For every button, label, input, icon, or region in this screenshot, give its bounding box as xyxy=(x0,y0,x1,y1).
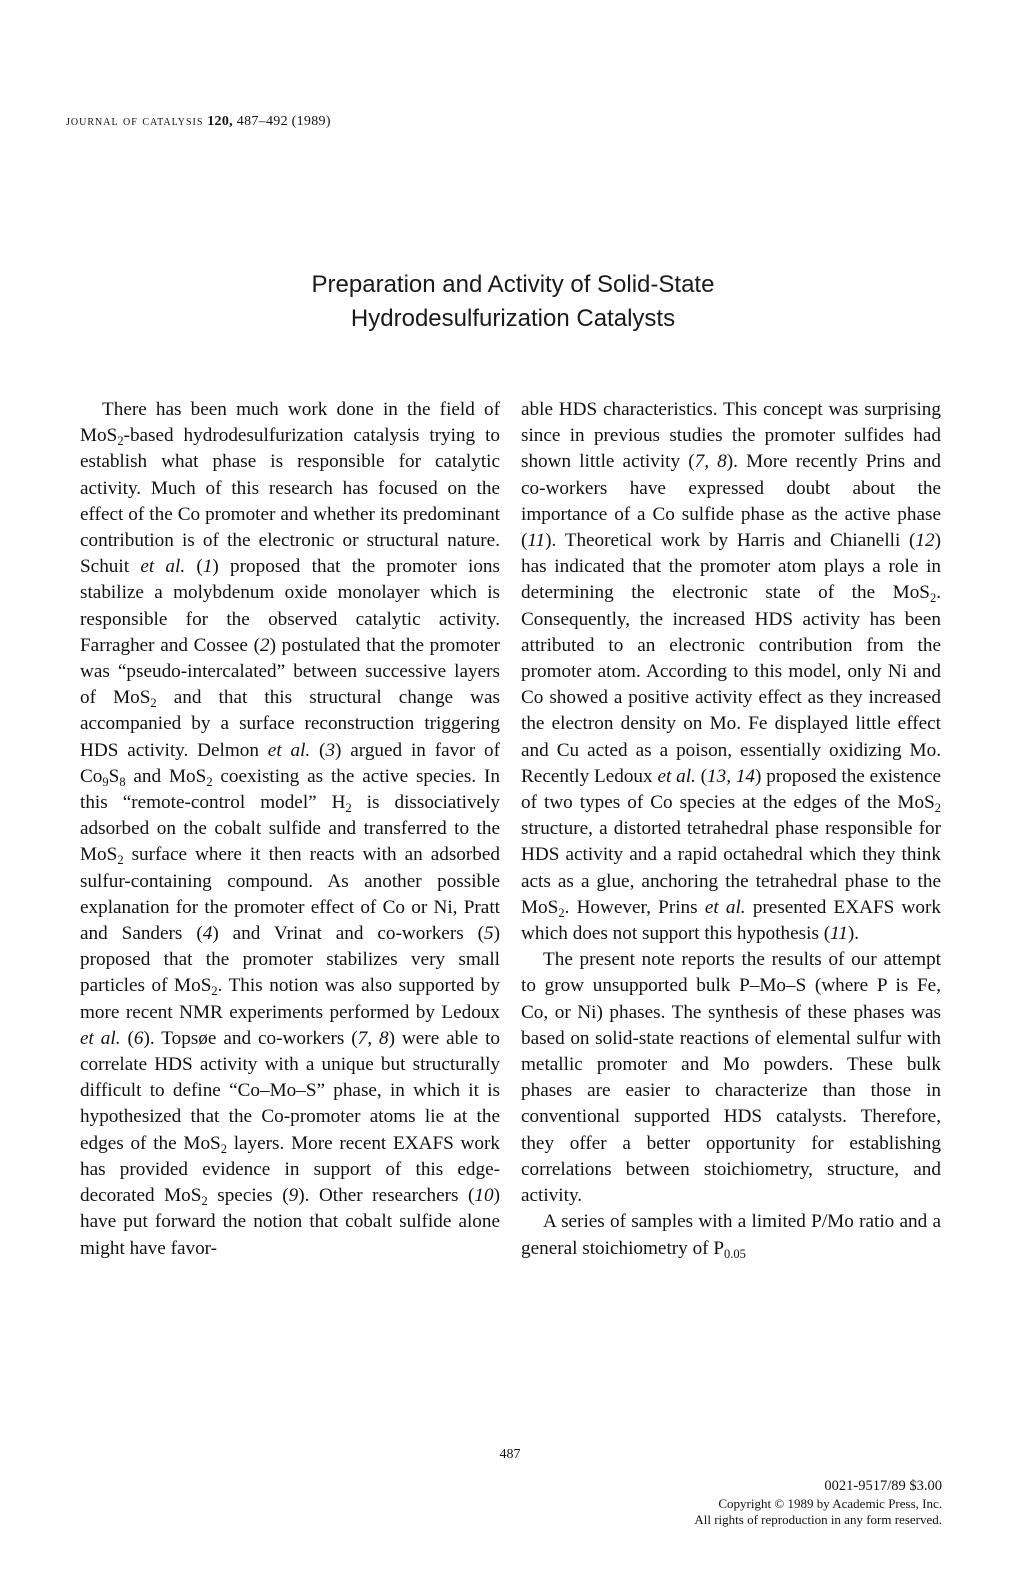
copyright-line: Copyright © 1989 by Academic Press, Inc. xyxy=(718,1496,942,1511)
rights-line: All rights of reproduction in any form reserved. xyxy=(694,1512,942,1527)
body-paragraph-2: The present note reports the results of our attempt to grow unsupported bulk P–Mo–S (where P is Fe, Co, or Ni) phases. The synthesis of these phases was based on solid-state reactions of elemental sulfur with metallic promoter and Mo powders. These bulk phases are easier to characterize than those in conventional supported HDS catalysts. Therefore, they offer a better opportunity for establishing correlations between stoichiometry, structure, and activity. xyxy=(521,949,941,1207)
body-paragraph-1-continued: able HDS characteristics. This concept was surprising since in previous studies the promoter sulfides had shown little activity (7, 8). More recently Prins and co-workers have expressed doubt about the importance of a Co sulfide phase as the active phase (11). Theoretical work by Harris and Chianelli (12) has indicated that the promoter atom plays a role in determining the electronic state of the MoS$_2$. Consequently, the increased HDS activity has been attributed to an electronic contribution from the promoter atom. According to this model, only Ni and Co showed a positive activity effect as they increased the electron density on Mo. Fe displayed little effect and Cu acted as a poison, essentially oxidizing Mo. Recently Ledoux et al. (13, 14) proposed the existence of two types of Co species at the edges of the MoS$_2$ structure, a distorted tetrahedral phase responsible for HDS activity and a rapid octahedral which they think acts as a glue, anchoring the tetrahedral phase to the MoS$_2$. However, Prins et al. presented EXAFS work which does not support this hypothesis (11). xyxy=(521,399,942,945)
article-title xyxy=(0,268,1020,336)
right-column xyxy=(521,397,941,1262)
title-line-2: Hydrodesulfurization Catalysts xyxy=(350,305,676,332)
left-column xyxy=(80,397,500,1262)
journal-name: journal of catalysis xyxy=(66,114,204,129)
article-code: 0021-9517/89 $3.00 xyxy=(824,1478,942,1494)
journal-pages: 487–492 (1989) xyxy=(236,114,331,129)
body-paragraph-1: There has been much work done in the field of MoS$_2$-based hydrodesulfurization catalysis trying to establish what phase is responsible for catalytic activity. Much of this research has focused on the effect of the Co promoter and whether its predominant contribution is of the electronic or structural nature. Schuit et al. (1) proposed that the promoter ions stabilize a molybdenum oxide monolayer which is responsible for the observed catalytic activity. Farragher and Cossee (2) postulated that the promoter was “pseudo-intercalated” between successive layers of MoS$_2$ and that this structural change was accompanied by a surface reconstruction triggering HDS activity. Delmon et al. (3) argued in favor of $Co_9S_8$ and MoS$_2$ coexisting as the active species. In this “remote-control model” $H_2$ is dissociatively adsorbed on the cobalt sulfide and transferred to the MoS$_2$ surface where it then reacts with an adsorbed sulfur-containing compound. As another possible explanation for the promoter effect of Co or Ni, Pratt and Sanders (4) and Vrinat and co-workers (5) proposed that the promoter stabilizes very small particles of MoS$_2$. This notion was also supported by more recent NMR experiments performed by Ledoux et al. (6). Topsøe and co-workers (7, 8) were able to correlate HDS activity with a unique but structurally difficult to define “Co–Mo–S” phase, in which it is hypothesized that the Co-promoter atoms lie at the edges of the MoS$_2$ layers. More recent EXAFS work has provided evidence in support of this edge-decorated MoS$_2$ species (9). Other researchers (10) have put forward the notion that cobalt sulfide alone might have favor- xyxy=(80,399,501,1259)
journal-volume: 120, xyxy=(207,114,233,129)
body-paragraph-3: A series of samples with a limited P/Mo ratio and a general stoichiometry of $P_{0.05}$ xyxy=(521,1211,941,1261)
page-number: 487 xyxy=(499,1447,521,1462)
copyright-footer xyxy=(694,1476,942,1528)
title-line-1: Preparation and Activity of Solid-State xyxy=(311,271,715,298)
running-header xyxy=(66,114,331,130)
